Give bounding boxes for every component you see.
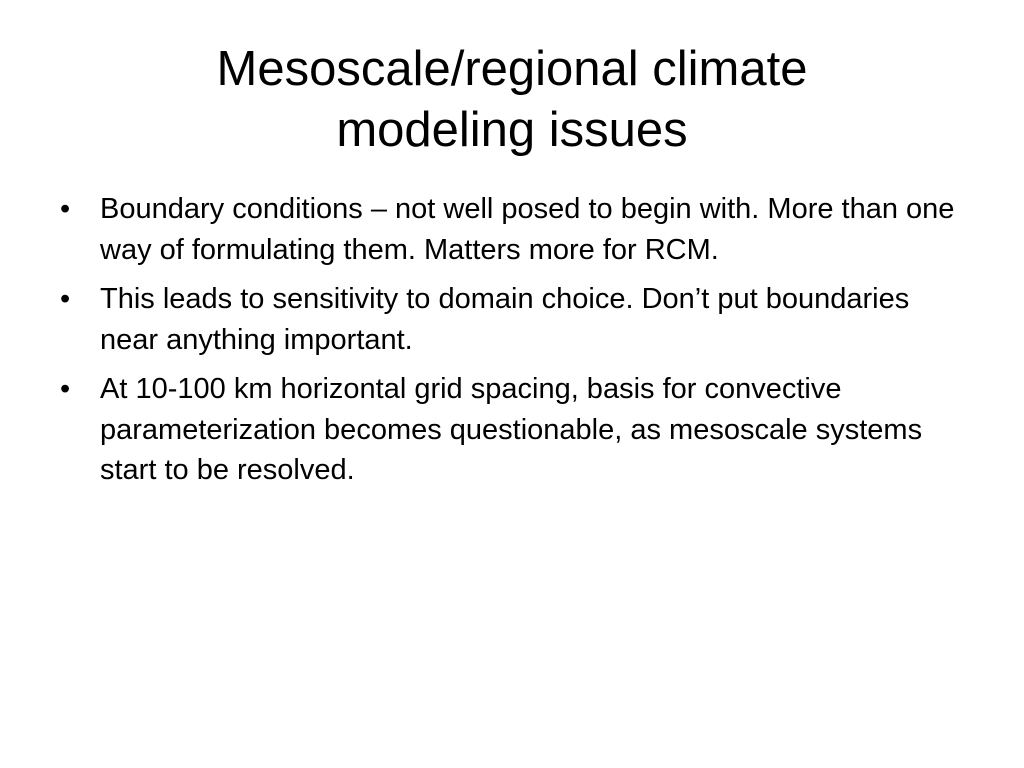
bullet-text: Boundary conditions – not well posed to begin with. More than one way of formulating them. Matters more for RCM. [100,193,955,266]
bullet-item-domain-sensitivity [60,279,960,360]
bullet-dot-icon: • [60,283,71,315]
bullet-dot-icon: • [60,373,71,405]
bullet-dot-icon: • [60,193,71,225]
slide-title [90,39,934,161]
slide-title-line-2: modeling issues [336,103,688,157]
bullet-item-grid-spacing [60,369,960,491]
bullet-text: At 10-100 km horizontal grid spacing, basis for convective parameterization becomes questionable, as mesoscale systems start to be resolved. [100,373,923,486]
slide-title-line-1: Mesoscale/regional climate [216,42,808,96]
bullet-list [60,189,960,500]
bullet-item-boundary-conditions [60,189,960,270]
bullet-text: This leads to sensitivity to domain choice. Don’t put boundaries near anything important. [100,283,910,356]
